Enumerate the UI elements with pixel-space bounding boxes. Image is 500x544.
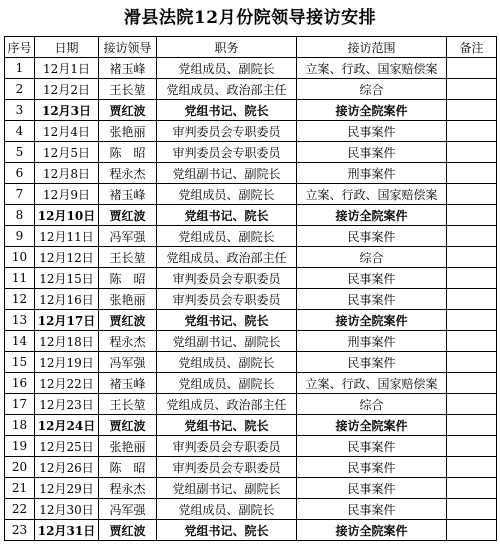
cell-leader: 贾红波 bbox=[99, 415, 157, 436]
cell-note bbox=[447, 331, 497, 352]
cell-leader: 王长堃 bbox=[99, 394, 157, 415]
cell-no: 18 bbox=[5, 415, 35, 436]
cell-position: 党组书记、院长 bbox=[157, 205, 297, 226]
cell-position: 党组副书记、副院长 bbox=[157, 163, 297, 184]
cell-no: 21 bbox=[5, 478, 35, 499]
cell-leader: 陈 昭 bbox=[99, 142, 157, 163]
cell-note bbox=[447, 289, 497, 310]
cell-scope: 民事案件 bbox=[297, 478, 447, 499]
cell-position: 党组成员、副院长 bbox=[157, 499, 297, 520]
cell-position: 党组成员、政治部主任 bbox=[157, 247, 297, 268]
cell-position: 党组成员、政治部主任 bbox=[157, 79, 297, 100]
table-row bbox=[5, 373, 497, 394]
cell-no: 22 bbox=[5, 499, 35, 520]
cell-no: 4 bbox=[5, 121, 35, 142]
cell-leader: 程永杰 bbox=[99, 163, 157, 184]
cell-date: 12月16日 bbox=[35, 289, 99, 310]
cell-position: 审判委员会专职委员 bbox=[157, 121, 297, 142]
cell-leader: 贾红波 bbox=[99, 100, 157, 121]
cell-leader: 王长堃 bbox=[99, 79, 157, 100]
cell-note bbox=[447, 310, 497, 331]
cell-date: 12月10日 bbox=[35, 205, 99, 226]
cell-leader: 张艳丽 bbox=[99, 436, 157, 457]
cell-note bbox=[447, 457, 497, 478]
cell-position: 党组书记、院长 bbox=[157, 310, 297, 331]
cell-date: 12月2日 bbox=[35, 79, 99, 100]
cell-position: 党组成员、副院长 bbox=[157, 226, 297, 247]
cell-note bbox=[447, 520, 497, 541]
cell-date: 12月11日 bbox=[35, 226, 99, 247]
cell-leader: 贾红波 bbox=[99, 520, 157, 541]
header-note: 备注 bbox=[447, 37, 497, 58]
cell-no: 2 bbox=[5, 79, 35, 100]
cell-leader: 陈 昭 bbox=[99, 268, 157, 289]
cell-leader: 褚玉峰 bbox=[99, 184, 157, 205]
cell-scope: 接访全院案件 bbox=[297, 520, 447, 541]
cell-leader: 陈 昭 bbox=[99, 457, 157, 478]
header-no: 序号 bbox=[5, 37, 35, 58]
table-row bbox=[5, 205, 497, 226]
cell-no: 3 bbox=[5, 100, 35, 121]
table-row bbox=[5, 142, 497, 163]
cell-leader: 冯军强 bbox=[99, 352, 157, 373]
cell-scope: 立案、行政、国家赔偿案 bbox=[297, 184, 447, 205]
header-date: 日期 bbox=[35, 37, 99, 58]
cell-position: 党组副书记、副院长 bbox=[157, 478, 297, 499]
cell-date: 12月31日 bbox=[35, 520, 99, 541]
cell-date: 12月22日 bbox=[35, 373, 99, 394]
cell-scope: 民事案件 bbox=[297, 268, 447, 289]
cell-no: 8 bbox=[5, 205, 35, 226]
cell-scope: 接访全院案件 bbox=[297, 100, 447, 121]
cell-scope: 接访全院案件 bbox=[297, 415, 447, 436]
cell-scope: 民事案件 bbox=[297, 499, 447, 520]
cell-no: 15 bbox=[5, 352, 35, 373]
table-row bbox=[5, 436, 497, 457]
cell-note bbox=[447, 436, 497, 457]
cell-no: 6 bbox=[5, 163, 35, 184]
cell-scope: 接访全院案件 bbox=[297, 310, 447, 331]
table-row bbox=[5, 415, 497, 436]
cell-note bbox=[447, 478, 497, 499]
cell-date: 12月29日 bbox=[35, 478, 99, 499]
cell-leader: 冯军强 bbox=[99, 499, 157, 520]
cell-note bbox=[447, 394, 497, 415]
table-row bbox=[5, 100, 497, 121]
cell-no: 11 bbox=[5, 268, 35, 289]
cell-date: 12月9日 bbox=[35, 184, 99, 205]
cell-position: 党组成员、副院长 bbox=[157, 58, 297, 79]
table-row bbox=[5, 310, 497, 331]
cell-date: 12月1日 bbox=[35, 58, 99, 79]
cell-no: 1 bbox=[5, 58, 35, 79]
table-row bbox=[5, 499, 497, 520]
cell-leader: 贾红波 bbox=[99, 310, 157, 331]
cell-note bbox=[447, 100, 497, 121]
table-row bbox=[5, 289, 497, 310]
cell-note bbox=[447, 352, 497, 373]
cell-date: 12月15日 bbox=[35, 268, 99, 289]
cell-position: 审判委员会专职委员 bbox=[157, 457, 297, 478]
cell-note bbox=[447, 184, 497, 205]
cell-position: 审判委员会专职委员 bbox=[157, 289, 297, 310]
table-row bbox=[5, 247, 497, 268]
schedule-table bbox=[4, 36, 497, 541]
cell-date: 12月23日 bbox=[35, 394, 99, 415]
cell-position: 审判委员会专职委员 bbox=[157, 142, 297, 163]
cell-no: 10 bbox=[5, 247, 35, 268]
cell-position: 党组成员、副院长 bbox=[157, 373, 297, 394]
table-row bbox=[5, 58, 497, 79]
cell-date: 12月17日 bbox=[35, 310, 99, 331]
cell-note bbox=[447, 226, 497, 247]
cell-scope: 刑事案件 bbox=[297, 163, 447, 184]
cell-date: 12月18日 bbox=[35, 331, 99, 352]
cell-date: 12月4日 bbox=[35, 121, 99, 142]
cell-scope: 接访全院案件 bbox=[297, 205, 447, 226]
cell-scope: 综合 bbox=[297, 79, 447, 100]
cell-no: 7 bbox=[5, 184, 35, 205]
cell-date: 12月30日 bbox=[35, 499, 99, 520]
table-row bbox=[5, 121, 497, 142]
cell-note bbox=[447, 247, 497, 268]
table-row bbox=[5, 331, 497, 352]
document-title: 滑县法院12月份院领导接访安排 bbox=[123, 8, 377, 28]
cell-note bbox=[447, 415, 497, 436]
cell-no: 5 bbox=[5, 142, 35, 163]
cell-leader: 王长堃 bbox=[99, 247, 157, 268]
cell-leader: 张艳丽 bbox=[99, 289, 157, 310]
cell-no: 19 bbox=[5, 436, 35, 457]
table-row bbox=[5, 268, 497, 289]
cell-position: 党组书记、院长 bbox=[157, 520, 297, 541]
cell-note bbox=[447, 79, 497, 100]
cell-note bbox=[447, 163, 497, 184]
cell-leader: 冯军强 bbox=[99, 226, 157, 247]
header-leader: 接访领导 bbox=[99, 37, 157, 58]
table-body bbox=[5, 58, 497, 541]
cell-note bbox=[447, 268, 497, 289]
cell-position: 党组成员、政治部主任 bbox=[157, 394, 297, 415]
cell-position: 党组副书记、副院长 bbox=[157, 331, 297, 352]
cell-note bbox=[447, 373, 497, 394]
cell-leader: 褚玉峰 bbox=[99, 373, 157, 394]
table-row bbox=[5, 79, 497, 100]
cell-position: 党组成员、副院长 bbox=[157, 352, 297, 373]
cell-no: 20 bbox=[5, 457, 35, 478]
cell-scope: 刑事案件 bbox=[297, 331, 447, 352]
table-row bbox=[5, 184, 497, 205]
table-row bbox=[5, 520, 497, 541]
cell-position: 党组书记、院长 bbox=[157, 100, 297, 121]
cell-position: 党组书记、院长 bbox=[157, 415, 297, 436]
table-row bbox=[5, 394, 497, 415]
table-row bbox=[5, 163, 497, 184]
cell-date: 12月19日 bbox=[35, 352, 99, 373]
cell-no: 17 bbox=[5, 394, 35, 415]
cell-leader: 程永杰 bbox=[99, 331, 157, 352]
table-row bbox=[5, 226, 497, 247]
cell-scope: 立案、行政、国家赔偿案 bbox=[297, 58, 447, 79]
cell-note bbox=[447, 142, 497, 163]
cell-date: 12月12日 bbox=[35, 247, 99, 268]
header-position: 职务 bbox=[157, 37, 297, 58]
table-row bbox=[5, 478, 497, 499]
cell-date: 12月5日 bbox=[35, 142, 99, 163]
cell-date: 12月8日 bbox=[35, 163, 99, 184]
header-scope: 接访范围 bbox=[297, 37, 447, 58]
cell-no: 13 bbox=[5, 310, 35, 331]
cell-no: 14 bbox=[5, 331, 35, 352]
table-header-row bbox=[5, 37, 497, 58]
cell-position: 党组成员、副院长 bbox=[157, 184, 297, 205]
cell-no: 9 bbox=[5, 226, 35, 247]
cell-no: 12 bbox=[5, 289, 35, 310]
cell-scope: 民事案件 bbox=[297, 457, 447, 478]
cell-scope: 民事案件 bbox=[297, 121, 447, 142]
table-row bbox=[5, 457, 497, 478]
cell-leader: 张艳丽 bbox=[99, 121, 157, 142]
cell-date: 12月26日 bbox=[35, 457, 99, 478]
cell-leader: 程永杰 bbox=[99, 478, 157, 499]
cell-note bbox=[447, 205, 497, 226]
cell-date: 12月24日 bbox=[35, 415, 99, 436]
cell-position: 审判委员会专职委员 bbox=[157, 436, 297, 457]
cell-position: 审判委员会专职委员 bbox=[157, 268, 297, 289]
cell-scope: 民事案件 bbox=[297, 352, 447, 373]
cell-date: 12月3日 bbox=[35, 100, 99, 121]
cell-leader: 贾红波 bbox=[99, 205, 157, 226]
cell-note bbox=[447, 121, 497, 142]
cell-scope: 立案、行政、国家赔偿案 bbox=[297, 373, 447, 394]
cell-note bbox=[447, 499, 497, 520]
cell-scope: 民事案件 bbox=[297, 289, 447, 310]
table-row bbox=[5, 352, 497, 373]
cell-scope: 综合 bbox=[297, 394, 447, 415]
cell-note bbox=[447, 58, 497, 79]
cell-scope: 综合 bbox=[297, 247, 447, 268]
cell-scope: 民事案件 bbox=[297, 226, 447, 247]
cell-scope: 民事案件 bbox=[297, 142, 447, 163]
cell-no: 16 bbox=[5, 373, 35, 394]
cell-no: 23 bbox=[5, 520, 35, 541]
cell-date: 12月25日 bbox=[35, 436, 99, 457]
cell-scope: 民事案件 bbox=[297, 436, 447, 457]
cell-leader: 褚玉峰 bbox=[99, 58, 157, 79]
